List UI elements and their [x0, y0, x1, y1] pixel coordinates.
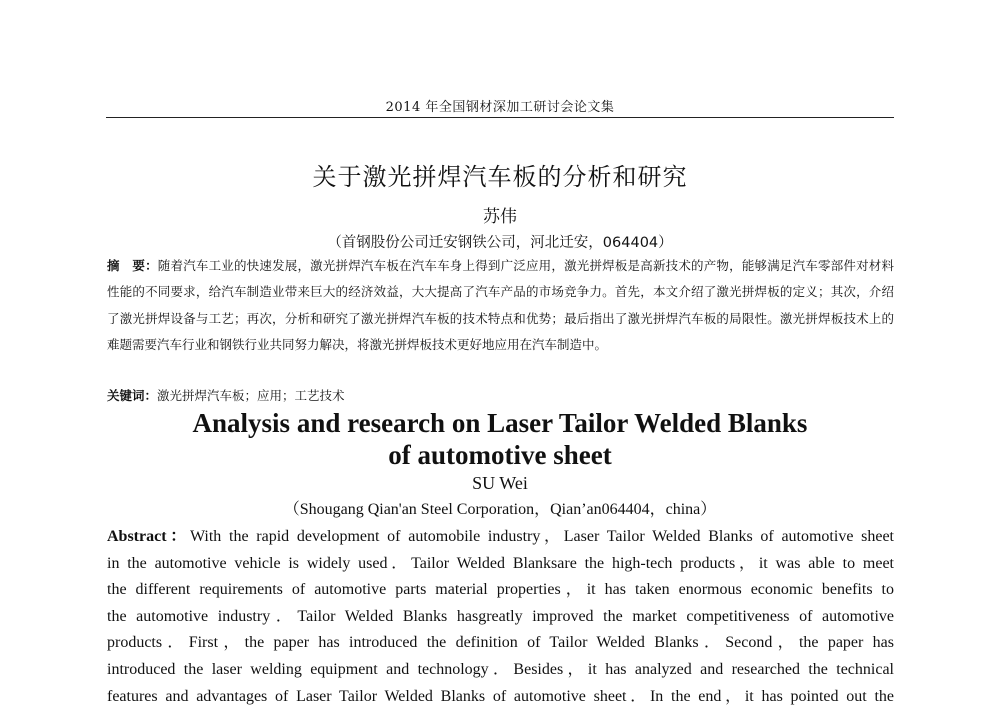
english-title — [0, 407, 1000, 471]
english-title-line-2: of automotive sheet — [388, 440, 612, 470]
header-rule — [106, 117, 894, 118]
running-header: 2014 年全国钢材深加工研讨会论文集 — [385, 100, 615, 115]
english-abstract-line: in the automotive vehicle is widely used．Tailor Welded Blanksare the high-tech products，it was able to meet — [107, 554, 894, 572]
english-abstract-line: introduced the laser welding equipment and technology．Besides，it has analyzed and researched the technical — [107, 660, 895, 678]
english-abstract — [107, 524, 894, 710]
english-abstract-line: features and advantages of Laser Tailor Welded Blanks of automotive sheet．In the end，it has pointed out the — [107, 687, 894, 705]
english-abstract-line: the different requirements of automotive parts material properties，it has taken enormous economic benefits to — [107, 581, 895, 599]
english-abstract-line — [107, 524, 894, 551]
english-title-line-1: Analysis and research on Laser Tailor Welded Blanks — [192, 408, 808, 438]
chinese-abstract-text: 随着汽车工业的快速发展，激光拼焊汽车板在汽车车身上得到广泛应用，激光拼焊板是高新技术的产物，能够满足汽车零部件对材料性能的不同要求，给汽车制造业带来巨大的经济效益，大大提高了汽车产品的市场竞争力。首先，本文介绍了激光拼焊板的定义；其次，介绍了激光拼焊设备与工艺；再次，分析和研究了激光拼焊汽车板的技术特点和优势；最后指出了激光拼焊汽车板的局限性。激光拼焊板技术上的难题需要汽车行业和钢铁行业共同努力解决，将激光拼焊板技术更好地应用在汽车制造中。 — [107, 258, 894, 353]
chinese-affiliation: （首钢股份公司迁安钢铁公司，河北迁安，064404） — [327, 235, 673, 251]
english-author: SU Wei — [472, 473, 528, 493]
english-abstract-line: the automotive industry．Tailor Welded Blanks hasgreatly improved the market competitiveness of automotive — [107, 607, 894, 625]
chinese-title: 关于激光拼焊汽车板的分析和研究 — [312, 163, 688, 191]
chinese-keywords — [107, 385, 894, 407]
english-abstract-label: Abstract： — [107, 528, 190, 545]
chinese-abstract-label: 摘 要： — [107, 258, 158, 273]
english-abstract-line: products．First，the paper has introduced the definition of Tailor Welded Blanks．Second，the paper has — [107, 634, 894, 652]
english-abstract-line-text: With the rapid development of automobile industry，Laser Tailor Welded Blanks of automotive sheet — [189, 528, 894, 545]
chinese-author: 苏伟 — [483, 207, 517, 227]
chinese-keywords-text: 激光拼焊汽车板；应用；工艺技术 — [157, 388, 345, 403]
english-affiliation: （Shougang Qian'an Steel Corporation，Qian’an064404，china） — [283, 501, 717, 518]
chinese-keywords-label: 关键词： — [107, 388, 158, 403]
chinese-abstract — [107, 253, 894, 359]
